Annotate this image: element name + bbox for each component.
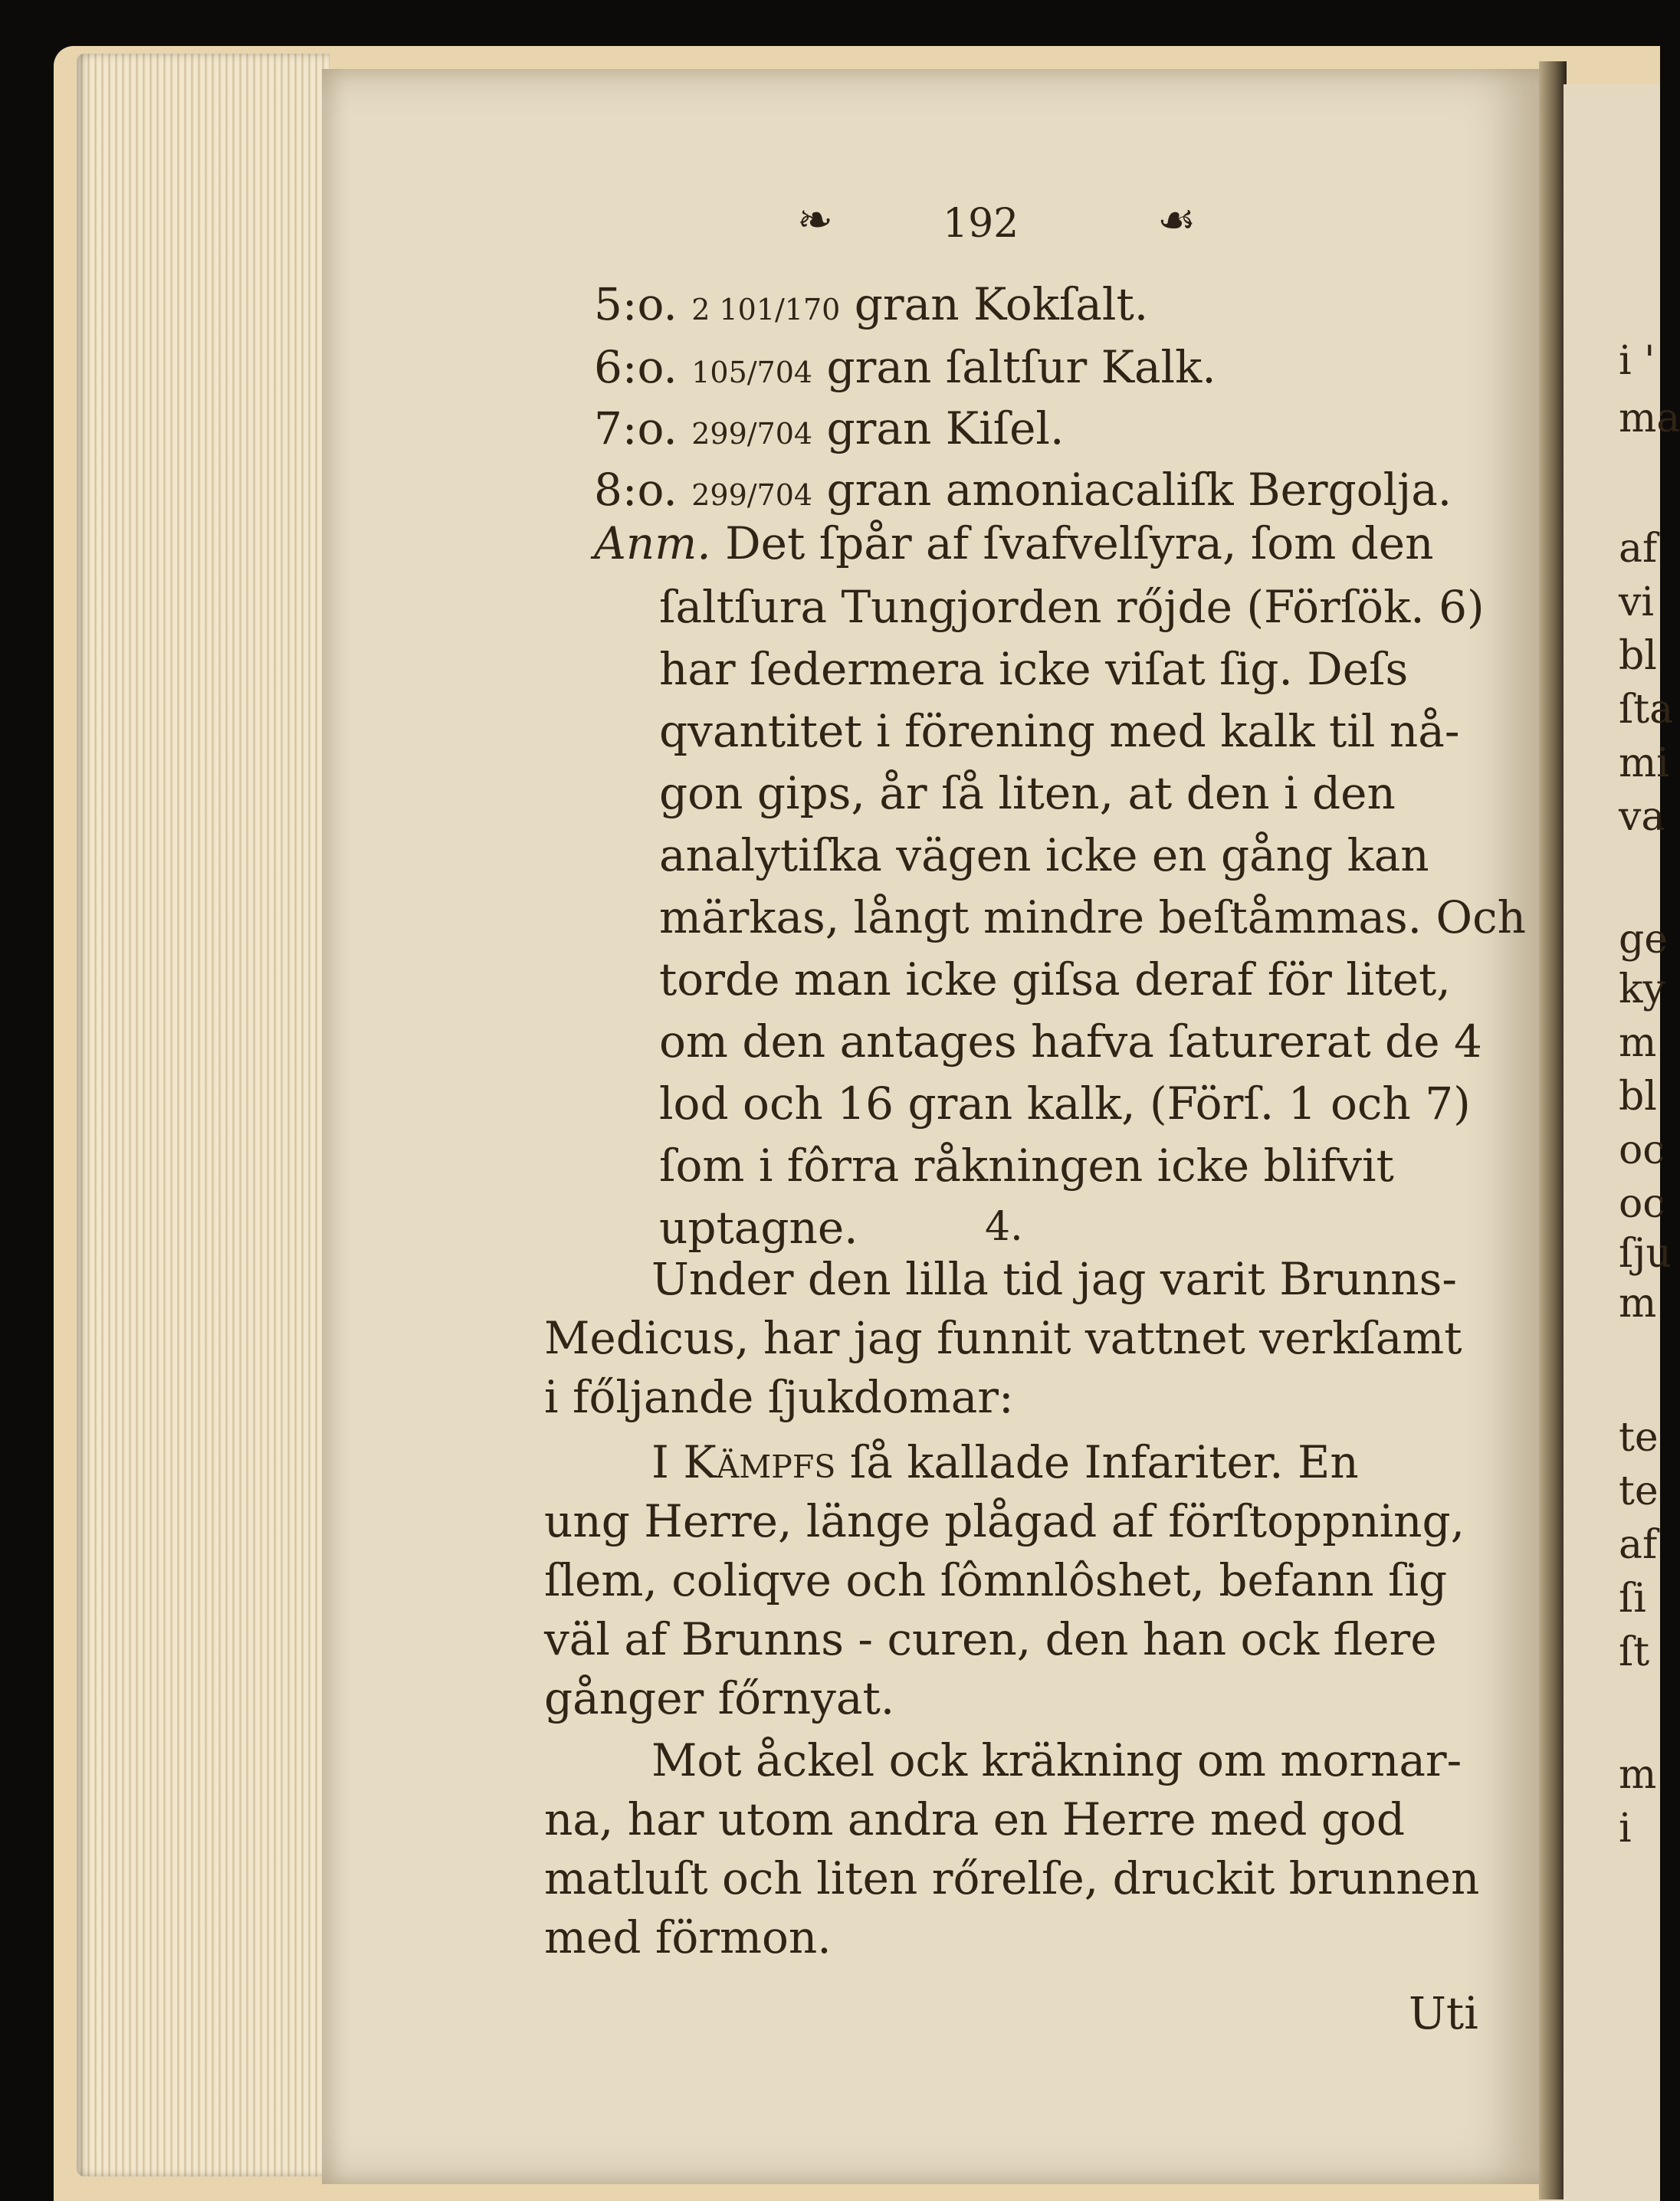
fragment: bl <box>1619 1074 1657 1120</box>
anm-line: märkas, långt mindre beſtåmmas. Och <box>659 891 1526 943</box>
fragment: te <box>1619 1468 1659 1514</box>
fragment: ſju <box>1619 1231 1672 1277</box>
anm-line: qvantitet i förening med kalk til nå- <box>659 705 1460 757</box>
fragment: i ' <box>1619 338 1655 384</box>
text-line: Mot åckel ock kräkning om mornar- <box>651 1734 1462 1786</box>
text-line: Under den lilla tid jag varit Brunns- <box>651 1253 1457 1305</box>
fragment: ſt <box>1619 1629 1650 1675</box>
fragment: ky <box>1619 966 1665 1012</box>
text-line: gånger főrnyat. <box>544 1672 895 1724</box>
list-item: 5:o. 2 101/170 gran Kokſalt. <box>594 278 1149 330</box>
anm-line: analytiſka vägen icke en gång kan <box>659 829 1429 881</box>
list-item: 6:o. 105/704 gran ſaltſur Kalk. <box>594 341 1216 393</box>
text-line: na, har utom andra en Herre med god <box>544 1793 1406 1845</box>
fragment: af <box>1619 1522 1658 1568</box>
fragment: oc <box>1619 1181 1665 1227</box>
fragment: m <box>1619 1281 1657 1327</box>
catchword: Uti <box>1409 1987 1478 2039</box>
fragment: ge <box>1619 917 1669 963</box>
fragment: af <box>1619 526 1658 572</box>
list-item: 7:o. 299/704 gran Kiſel. <box>594 402 1065 454</box>
text-line: ſlem, coliqve och ſômnlôshet, befann ſig <box>544 1554 1448 1606</box>
text-line: ung Herre, länge plågad af förſtoppning, <box>544 1495 1465 1547</box>
page-block-edges <box>77 54 330 2176</box>
text-line: väl af Brunns - curen, den han ock flere <box>544 1613 1437 1665</box>
anm-line: uptagne. <box>659 1202 858 1254</box>
fragment: m <box>1619 1020 1657 1066</box>
fragment: mi <box>1619 740 1669 786</box>
fragment: ſta <box>1619 687 1674 733</box>
fragment: vi <box>1619 579 1655 625</box>
anm-line: gon gips, år ſå liten, at den i den <box>659 767 1396 819</box>
text-line: I Kämpfs ſå kallade Infariter. En <box>651 1436 1359 1488</box>
ornament-right: ☙ <box>1157 195 1196 245</box>
anm-line: har ſedermera icke viſat ſig. Deſs <box>659 643 1409 695</box>
anm-line: torde man icke giſsa deraf för litet, <box>659 953 1451 1005</box>
page-number: 192 <box>943 201 1019 247</box>
book-gutter <box>1539 61 1567 2199</box>
section-number: 4. <box>985 1204 1023 1250</box>
anm-line: ſaltſura Tungjorden rőjde (Förſök. 6) <box>659 581 1485 633</box>
fragment: va <box>1619 794 1665 840</box>
fragment: m <box>1619 1752 1657 1798</box>
person-name: I Kämpfs <box>651 1436 836 1488</box>
text-line: med förmon. <box>544 1911 832 1963</box>
text-line: Medicus, har jag funnit vattnet verkſamt <box>544 1312 1462 1364</box>
text-line: matluſt och liten rőrelſe, druckit brunnen <box>544 1852 1480 1904</box>
list-item: 8:o. 299/704 gran amoniacaliſk Bergolja. <box>594 464 1452 516</box>
anm-line: ſom i fôrra råkningen icke blifvit <box>659 1140 1394 1192</box>
fragment: bl <box>1619 633 1657 679</box>
fragment: ſi <box>1619 1576 1646 1622</box>
anm-line: Anm. Det ſpår af ſvafvelſyra, ſom den <box>594 517 1434 569</box>
fragment: te <box>1619 1415 1659 1461</box>
fragment: ma <box>1619 395 1680 441</box>
anm-line: om den antages hafva ſaturerat de 4 <box>659 1015 1482 1068</box>
text-line: i főljande ſjukdomar: <box>544 1371 1014 1423</box>
anm-label: Anm. <box>594 517 711 569</box>
ornament-left: ❧ <box>797 195 833 245</box>
fragment: oc <box>1619 1127 1665 1173</box>
fragment: i <box>1619 1806 1632 1852</box>
anm-line: lod och 16 gran kalk, (Förſ. 1 och 7) <box>659 1078 1471 1130</box>
